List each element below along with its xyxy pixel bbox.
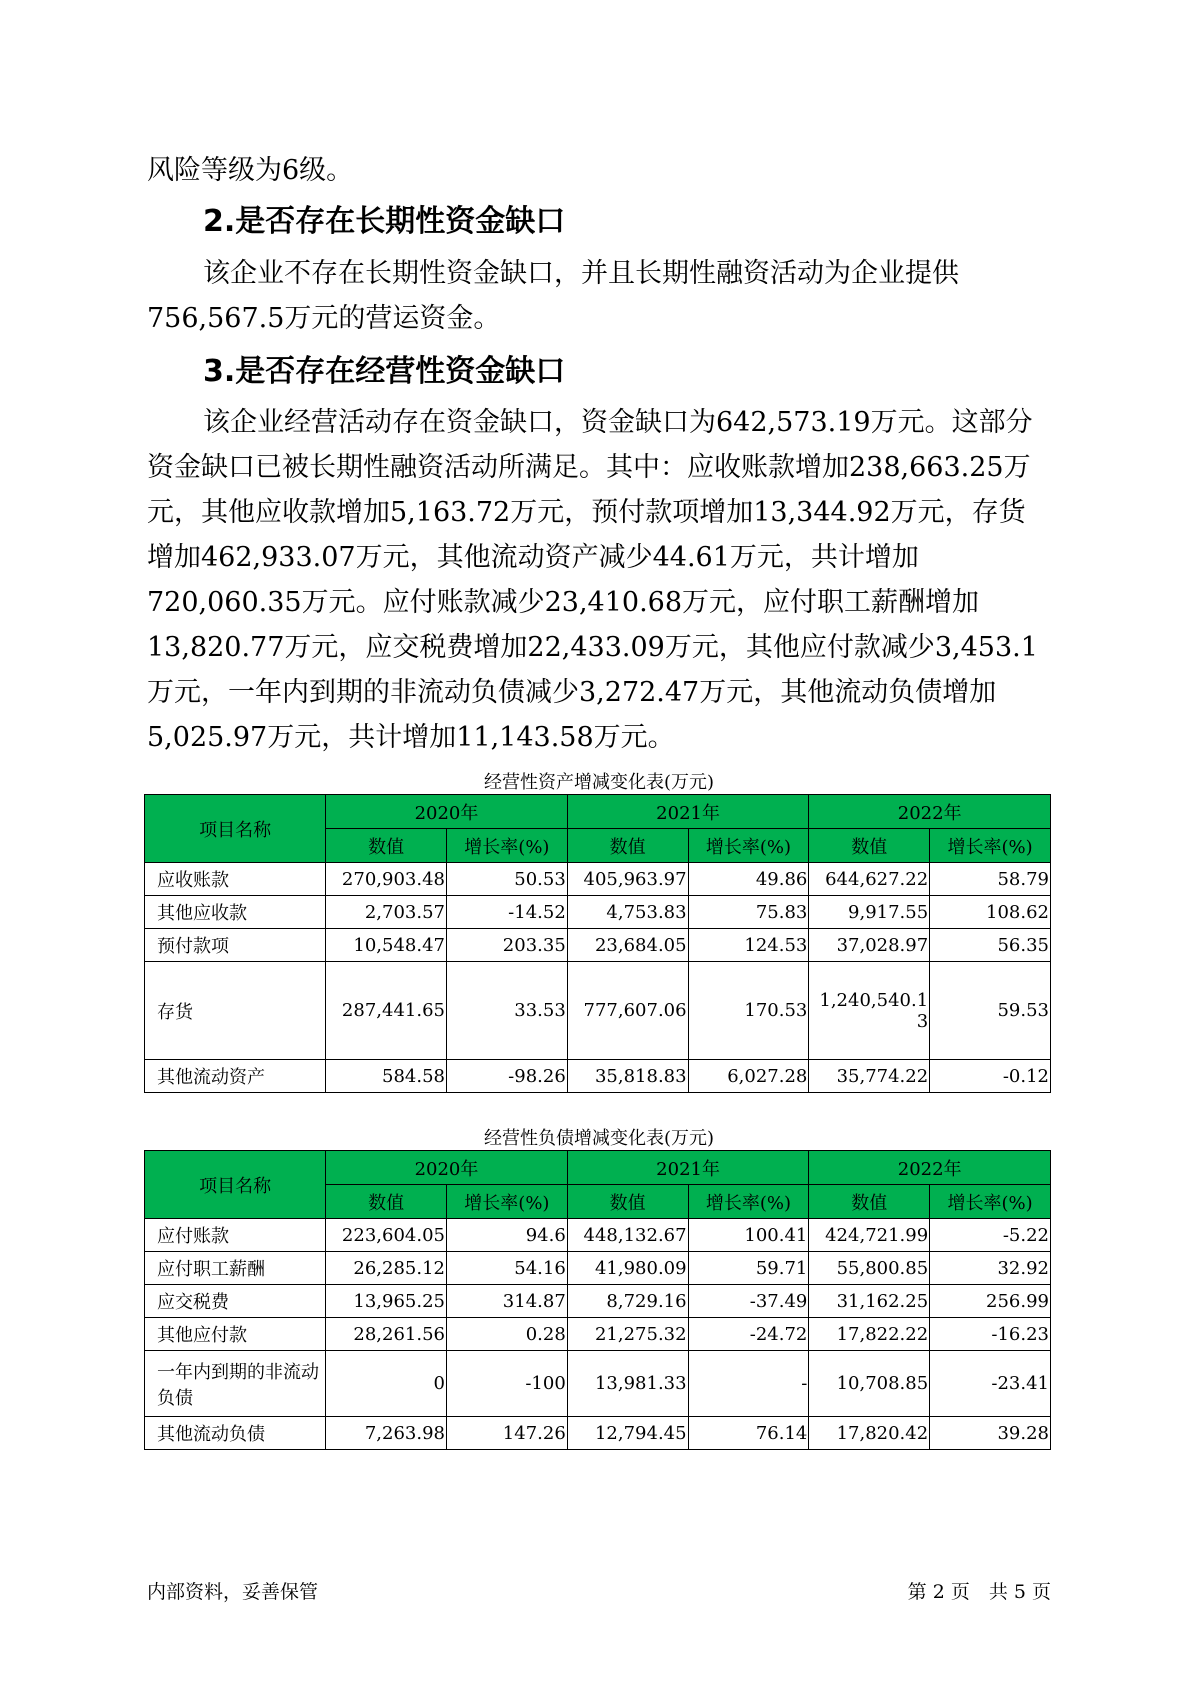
cell-value: 31,162.25 [809,1285,930,1318]
cell-value: 287,441.65 [326,962,447,1060]
cell-value: 17,820.42 [809,1417,930,1450]
cell-growth: 124.53 [688,929,809,962]
table-row [145,896,1051,929]
cell-value: 35,818.83 [567,1060,688,1093]
cell-value: 35,774.22 [809,1060,930,1093]
cell-value: 10,548.47 [326,929,447,962]
cell-growth: - [688,1351,809,1417]
cell-growth: 56.35 [930,929,1051,962]
cell-value: 223,604.05 [326,1219,447,1252]
liabilities-table [144,1150,1051,1450]
cell-growth: -98.26 [446,1060,567,1093]
header-item-name: 项目名称 [145,1151,326,1219]
cell-growth: 49.86 [688,863,809,896]
row-label: 其他应收款 [145,896,326,929]
cell-value: 8,729.16 [567,1285,688,1318]
cell-value: 4,753.83 [567,896,688,929]
header-value: 数值 [809,1185,930,1219]
header-year: 2022年 [809,1151,1051,1185]
cell-growth: -16.23 [930,1318,1051,1351]
table-caption-liabilities: 经营性负债增减变化表(万元) [483,1128,715,1149]
cell-value: 0 [326,1351,447,1417]
cell-growth: 147.26 [446,1417,567,1450]
header-year: 2021年 [567,1151,809,1185]
row-label: 其他流动负债 [145,1417,326,1450]
cell-growth: 50.53 [446,863,567,896]
cell-value: 55,800.85 [809,1252,930,1285]
cell-value: 13,981.33 [567,1351,688,1417]
header-value: 数值 [809,829,930,863]
header-growth-rate: 增长率(%) [930,829,1051,863]
row-label: 应付职工薪酬 [145,1252,326,1285]
cell-value: 12,794.45 [567,1417,688,1450]
cell-value: 644,627.22 [809,863,930,896]
cell-value: 26,285.12 [326,1252,447,1285]
table-row [145,1252,1051,1285]
row-label: 一年内到期的非流动负债 [145,1351,326,1417]
cell-value: 28,261.56 [326,1318,447,1351]
cell-value: 41,980.09 [567,1252,688,1285]
table-row [145,1285,1051,1318]
cell-growth: 32.92 [930,1252,1051,1285]
header-value: 数值 [326,829,447,863]
footer-page-number: 第 2 页 共 5 页 [907,1581,1051,1603]
cell-growth: 58.79 [930,863,1051,896]
footer-confidential-note: 内部资料，妥善保管 [147,1581,319,1603]
header-growth-rate: 增长率(%) [930,1185,1051,1219]
cell-value: 9,917.55 [809,896,930,929]
table-caption-assets: 经营性资产增减变化表(万元) [483,772,715,793]
table-row [145,1417,1051,1450]
cell-growth: -0.12 [930,1060,1051,1093]
table-row [145,1318,1051,1351]
cell-growth: -100 [446,1351,567,1417]
cell-growth: 39.28 [930,1417,1051,1450]
header-year: 2020年 [326,1151,568,1185]
cell-value: 1,240,540.13 [809,962,930,1060]
cell-growth: 76.14 [688,1417,809,1450]
paragraph-long-term-gap: 该企业不存在长期性资金缺口，并且长期性融资活动为企业提供756,567.5万元的营运资金。 [147,258,959,334]
cell-value: 424,721.99 [809,1219,930,1252]
cell-value: 777,607.06 [567,962,688,1060]
row-label: 其他应付款 [145,1318,326,1351]
table-row [145,1060,1051,1093]
cell-value: 37,028.97 [809,929,930,962]
table-row [145,929,1051,962]
cell-growth: 54.16 [446,1252,567,1285]
paragraph-risk-level: 风险等级为6级。 [147,155,354,186]
cell-growth: 0.28 [446,1318,567,1351]
cell-growth: -24.72 [688,1318,809,1351]
header-year: 2021年 [567,795,809,829]
row-label: 应收账款 [145,863,326,896]
cell-value: 21,275.32 [567,1318,688,1351]
cell-growth: -5.22 [930,1219,1051,1252]
section-heading-long-term-gap: 2.是否存在长期性资金缺口 [203,204,566,239]
cell-growth: 314.87 [446,1285,567,1318]
table-row [145,863,1051,896]
cell-growth: 33.53 [446,962,567,1060]
header-year: 2020年 [326,795,568,829]
cell-growth: -37.49 [688,1285,809,1318]
row-label: 应付账款 [145,1219,326,1252]
row-label: 预付款项 [145,929,326,962]
cell-value: 10,708.85 [809,1351,930,1417]
cell-growth: -23.41 [930,1351,1051,1417]
cell-value: 270,903.48 [326,863,447,896]
section-heading-operating-gap: 3.是否存在经营性资金缺口 [203,354,566,389]
row-label: 其他流动资产 [145,1060,326,1093]
assets-table [144,794,1051,1093]
row-label: 应交税费 [145,1285,326,1318]
header-value: 数值 [567,1185,688,1219]
cell-value: 13,965.25 [326,1285,447,1318]
cell-growth: 100.41 [688,1219,809,1252]
cell-value: 23,684.05 [567,929,688,962]
header-growth-rate: 增长率(%) [688,829,809,863]
table-row [145,962,1051,1060]
header-growth-rate: 增长率(%) [446,1185,567,1219]
header-value: 数值 [326,1185,447,1219]
row-label: 存货 [145,962,326,1060]
header-growth-rate: 增长率(%) [446,829,567,863]
table-row [145,1219,1051,1252]
cell-value: 448,132.67 [567,1219,688,1252]
cell-value: 584.58 [326,1060,447,1093]
cell-value: 17,822.22 [809,1318,930,1351]
cell-growth: 256.99 [930,1285,1051,1318]
cell-growth: 59.71 [688,1252,809,1285]
header-growth-rate: 增长率(%) [688,1185,809,1219]
header-value: 数值 [567,829,688,863]
header-item-name: 项目名称 [145,795,326,863]
cell-growth: 59.53 [930,962,1051,1060]
cell-growth: 108.62 [930,896,1051,929]
table-row [145,1351,1051,1417]
paragraph-operating-gap: 该企业经营活动存在资金缺口，资金缺口为642,573.19万元。这部分资金缺口已被长期性融资活动所满足。其中：应收账款增加238,663.25万元，其他应收款增加5,163.72万元，预付款项增加13,344.92万元，存货增加462,933.07万元，其他流动资产减少44.61万元，共计增加720,060.35万元。应付账款减少23,410.68万元，应付职工薪酬增加13,820.77万元，应交税费增加22,433.09万元，其他应付款减少3,453.1万元，一年内到期的非流动负债减少3,272.47万元，其他流动负债增加5,025.97万元，共计增加11,143.58万元。 [147,407,1038,753]
cell-value: 405,963.97 [567,863,688,896]
header-year: 2022年 [809,795,1051,829]
cell-growth: -14.52 [446,896,567,929]
cell-value: 2,703.57 [326,896,447,929]
cell-growth: 6,027.28 [688,1060,809,1093]
cell-value: 7,263.98 [326,1417,447,1450]
cell-growth: 203.35 [446,929,567,962]
cell-growth: 94.6 [446,1219,567,1252]
cell-growth: 170.53 [688,962,809,1060]
cell-growth: 75.83 [688,896,809,929]
